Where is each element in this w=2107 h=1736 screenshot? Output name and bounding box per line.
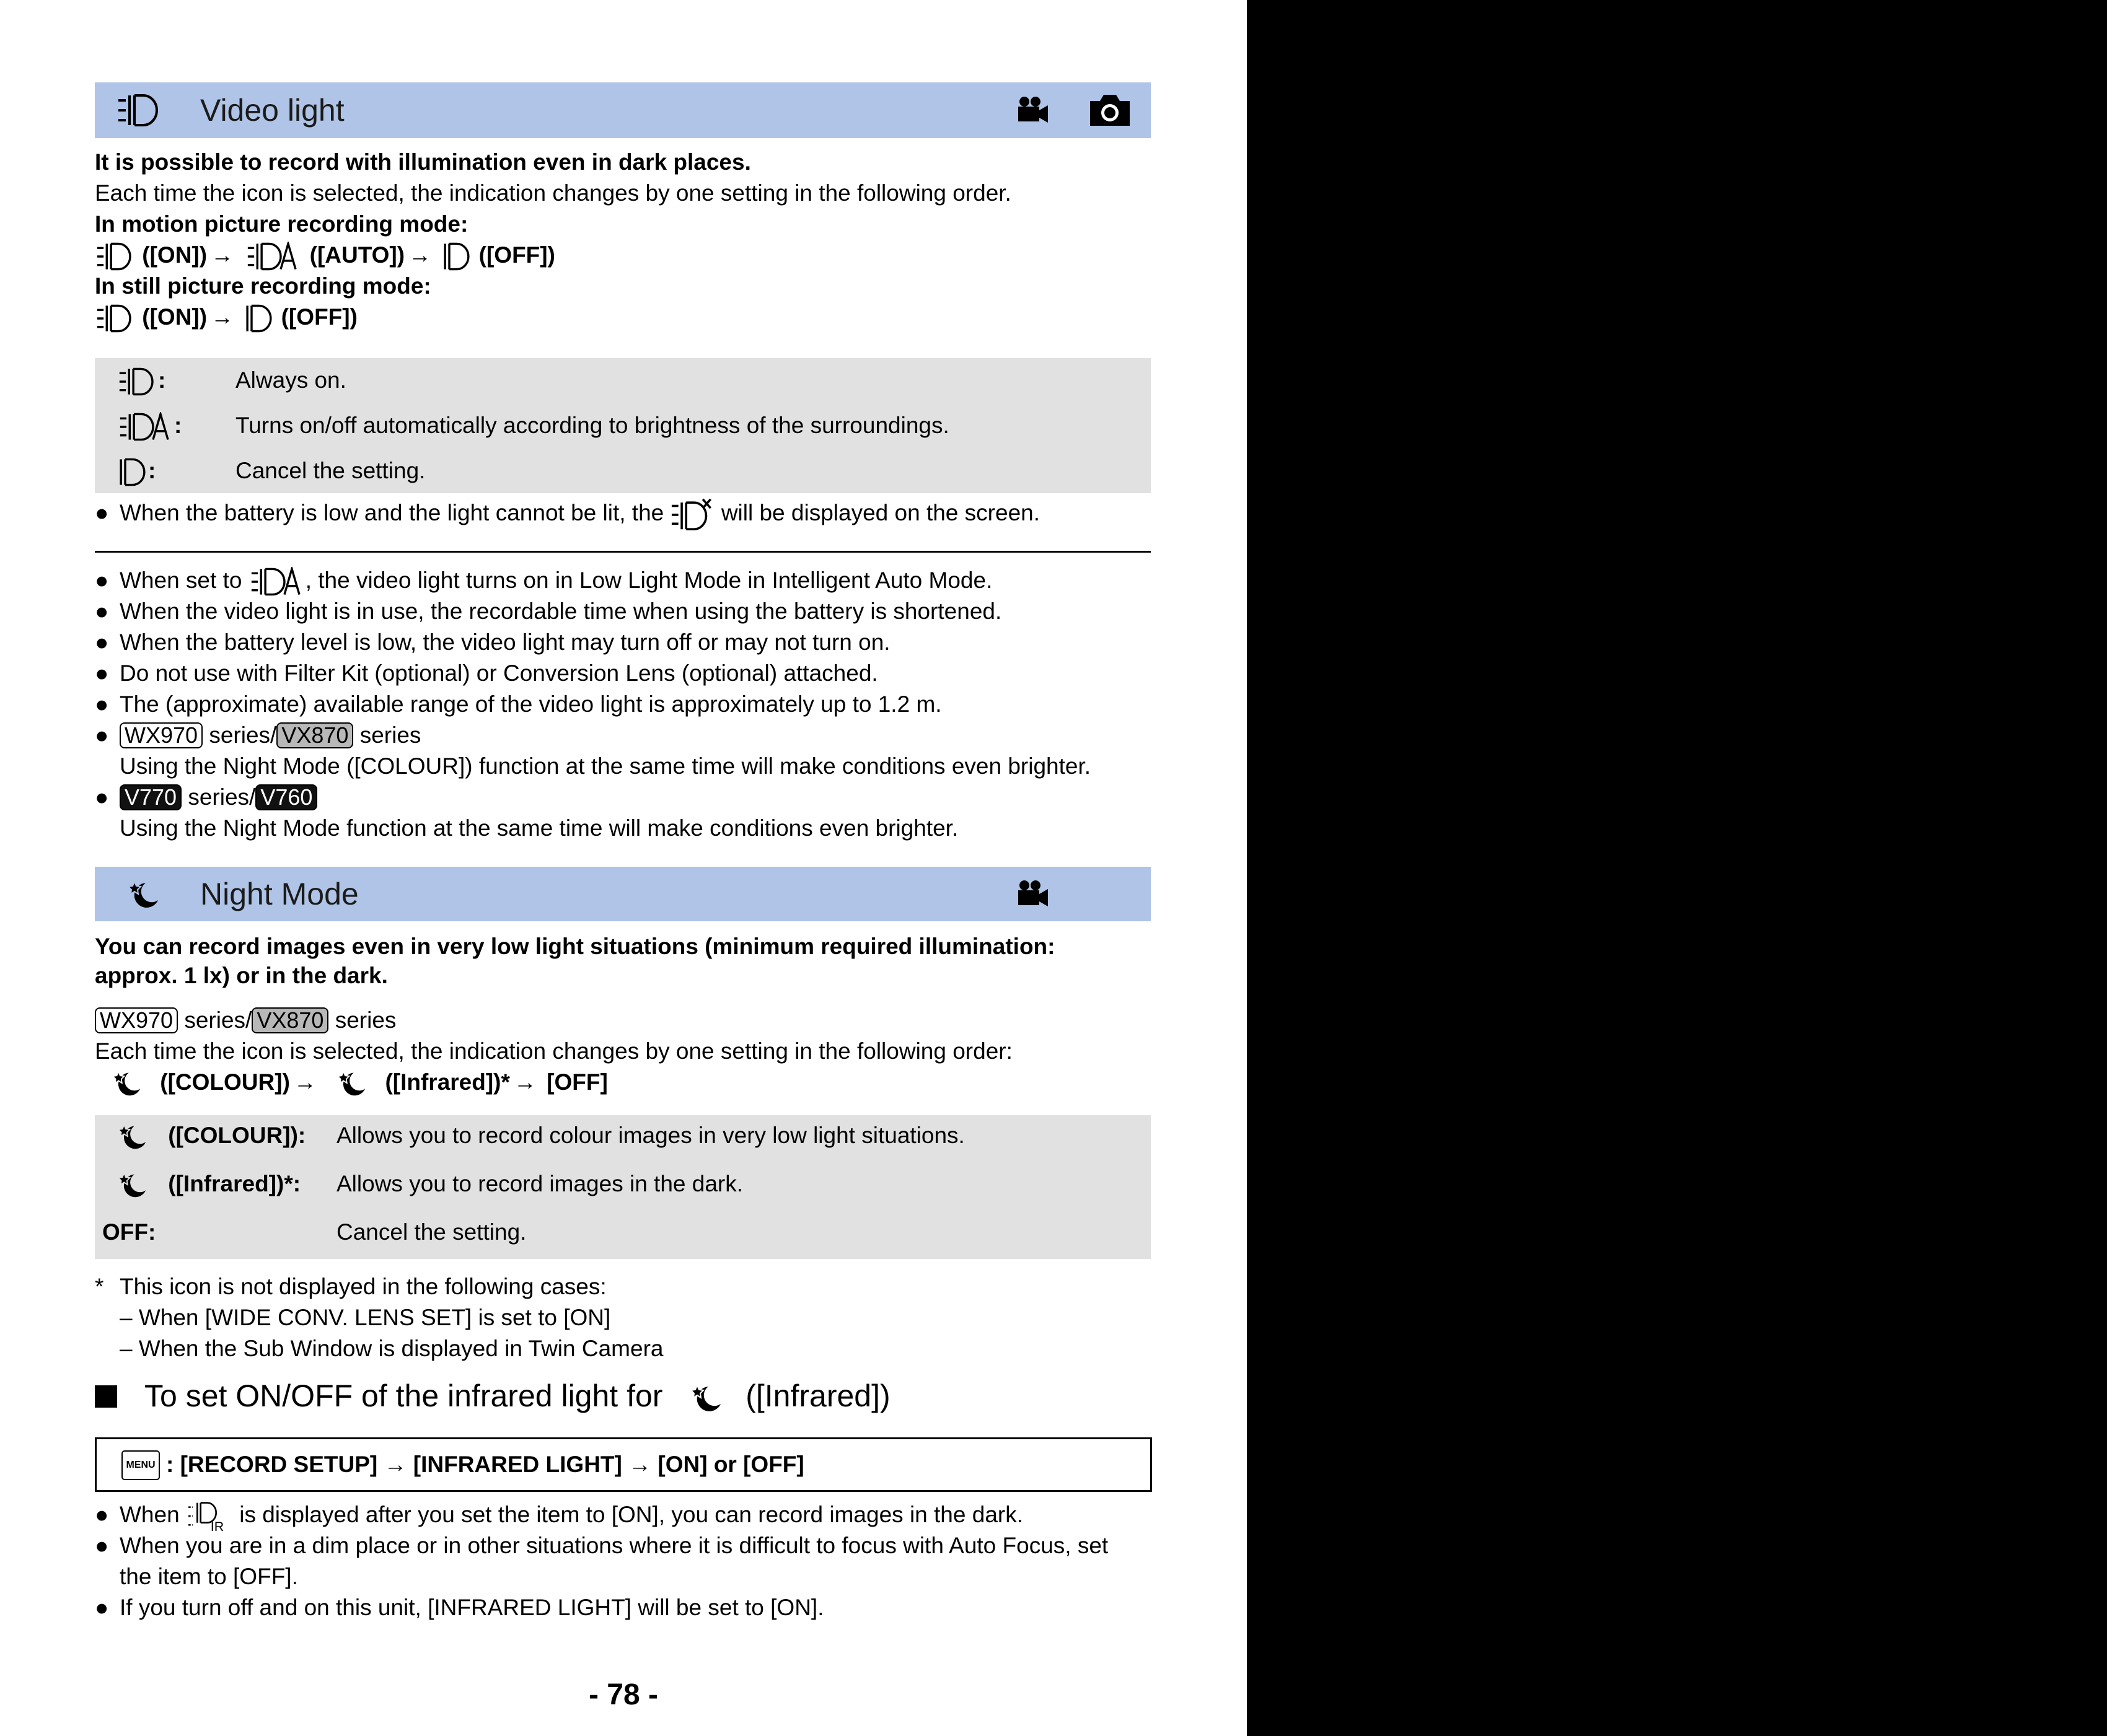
list-item: ● When the battery level is low, the video light may turn off or may not turn on. (95, 629, 891, 655)
motion-mode-label: In motion picture recording mode: (95, 211, 468, 237)
svg-text:IR: IR (210, 1519, 224, 1532)
night-mode-intro-2: approx. 1 lx) or in the dark. (95, 963, 388, 988)
video-light-on-icon (95, 242, 136, 271)
footnote-item: – When the Sub Window is displayed in Twin Camera (120, 1336, 664, 1361)
list-item: ● Do not use with Filter Kit (optional) or Conversion Lens (optional) attached. (95, 660, 878, 686)
night-mode-infrared-icon (337, 1069, 367, 1098)
menu-icon: MENU (121, 1450, 160, 1480)
divider (95, 551, 1151, 553)
video-light-off-icon (441, 242, 472, 271)
night-mode-settings-table (95, 1115, 1151, 1259)
still-mode-sequence (95, 302, 358, 333)
off-label: ([OFF]) (478, 242, 555, 268)
list-item: ● If you turn off and on this unit, [INFRARED LIGHT] will be set to [ON]. (95, 1595, 824, 1620)
model-tag: VX870 (276, 722, 353, 748)
list-item-detail: Using the Night Mode function at the same time will make conditions even brighter. (120, 815, 959, 841)
video-light-intro: Each time the icon is selected, the indication changes by one setting in the following order. (95, 180, 1011, 206)
video-light-on-icon (95, 304, 136, 333)
list-item: ● The (approximate) available range of the video light is approximately up to 1.2 m. (95, 691, 942, 717)
infrared-section-heading: To set ON/OFF of the infrared light for ([Infrared]) (95, 1374, 891, 1418)
video-light-off-icon (117, 457, 148, 487)
table-row (117, 365, 165, 397)
on-label: ([ON]) (142, 242, 208, 268)
colon: : (148, 458, 156, 483)
footnote: * This icon is not displayed in the following cases: (95, 1274, 607, 1299)
model-tag: V760 (255, 784, 317, 810)
on-label: ([ON]) (142, 304, 208, 330)
video-light-auto-icon (249, 567, 306, 597)
still-mode-label: In still picture recording mode: (95, 273, 431, 299)
list-item: ● When set to , the video light turns on in Low Light Mode in Intelligent Auto Mode. (95, 565, 992, 597)
night-mode-icon (127, 879, 161, 910)
list-item-detail: Using the Night Mode ([COLOUR]) function at the same time will make conditions even brighter. (120, 753, 1091, 779)
video-light-title: Video light (200, 93, 345, 128)
video-light-auto-icon (244, 242, 303, 271)
list-item: ● WX970 series/ VX870 series (95, 722, 421, 748)
video-light-intro-bold: It is possible to record with illumination even in dark places. (95, 149, 751, 175)
table-cell: Cancel the setting. (337, 1219, 527, 1245)
video-light-unavailable-icon (671, 498, 715, 530)
night-mode-models: WX970 series/ VX870 series (95, 1005, 396, 1036)
menu-path-box (95, 1437, 1152, 1492)
arrow: → (211, 304, 234, 330)
video-light-header (95, 82, 1151, 138)
motion-picture-mode-icon (1016, 879, 1050, 909)
video-light-auto-icon (117, 412, 174, 442)
table-row: OFF: (102, 1219, 156, 1245)
video-light-off-icon (244, 304, 275, 333)
video-light-on-icon (117, 93, 162, 128)
model-tag: WX970 (95, 1007, 178, 1033)
video-light-on-icon (117, 367, 158, 397)
menu-path: : [RECORD SETUP] → [INFRARED LIGHT] → [ON] or [OFF] (166, 1452, 804, 1477)
arrow: → (211, 242, 234, 268)
motion-mode-sequence (95, 240, 555, 271)
model-tag: WX970 (120, 722, 203, 748)
still-picture-mode-icon (1088, 92, 1132, 128)
table-row (117, 410, 182, 442)
night-mode-icon (117, 1123, 148, 1151)
motion-picture-mode-icon (1016, 95, 1050, 125)
list-item-continued: the item to [OFF]. (120, 1564, 298, 1589)
night-mode-sequence: ([COLOUR]) → ([Infrared])* → [OFF] (112, 1067, 608, 1098)
list-item: ● When IR is displayed after you set the item to [ON], you can record images in the dark. (95, 1499, 1023, 1532)
night-mode-infrared-icon (117, 1171, 148, 1199)
off-label: ([OFF]) (281, 304, 358, 330)
table-row: ([Infrared])*: (117, 1168, 301, 1199)
list-item: ● When you are in a dim place or in other situations where it is difficult to focus with Auto Focus, set (95, 1533, 1109, 1558)
square-bullet-icon (95, 1385, 117, 1408)
night-mode-infrared-icon (690, 1383, 723, 1414)
model-tag: V770 (120, 784, 182, 810)
colon: : (158, 367, 166, 393)
video-light-settings-table (95, 358, 1151, 493)
battery-note: ● When the battery is low and the light cannot be lit, the will be displayed on the screen. (95, 498, 1040, 530)
table-cell: Allows you to record colour images in very low light situations. (337, 1123, 965, 1148)
auto-label: ([AUTO]) (309, 242, 405, 268)
night-mode-header (95, 867, 1151, 921)
model-tag: VX870 (252, 1007, 328, 1033)
arrow: → (408, 242, 432, 268)
table-row: ([COLOUR]): (117, 1120, 306, 1151)
table-cell: Allows you to record images in the dark. (337, 1171, 744, 1196)
night-mode-intro-1: You can record images even in very low light situations (minimum required illumination: (95, 934, 1055, 959)
night-mode-title: Night Mode (200, 877, 359, 911)
table-row (117, 455, 156, 487)
footnote-item: – When [WIDE CONV. LENS SET] is set to [ON] (120, 1305, 611, 1330)
night-mode-icon (112, 1069, 143, 1098)
infrared-light-icon (186, 1501, 233, 1532)
table-cell: Always on. (235, 367, 346, 393)
list-item: ● When the video light is in use, the recordable time when using the battery is shortened. (95, 598, 1002, 624)
table-cell: Turns on/off automatically according to brightness of the surroundings. (235, 413, 949, 438)
colon: : (174, 413, 182, 438)
page-number: - 78 - (588, 1678, 659, 1711)
list-item: ● V770 series/ V760 (95, 782, 317, 813)
table-cell: Cancel the setting. (235, 458, 426, 483)
night-mode-order-text: Each time the icon is selected, the indication changes by one setting in the following order: (95, 1038, 1013, 1064)
